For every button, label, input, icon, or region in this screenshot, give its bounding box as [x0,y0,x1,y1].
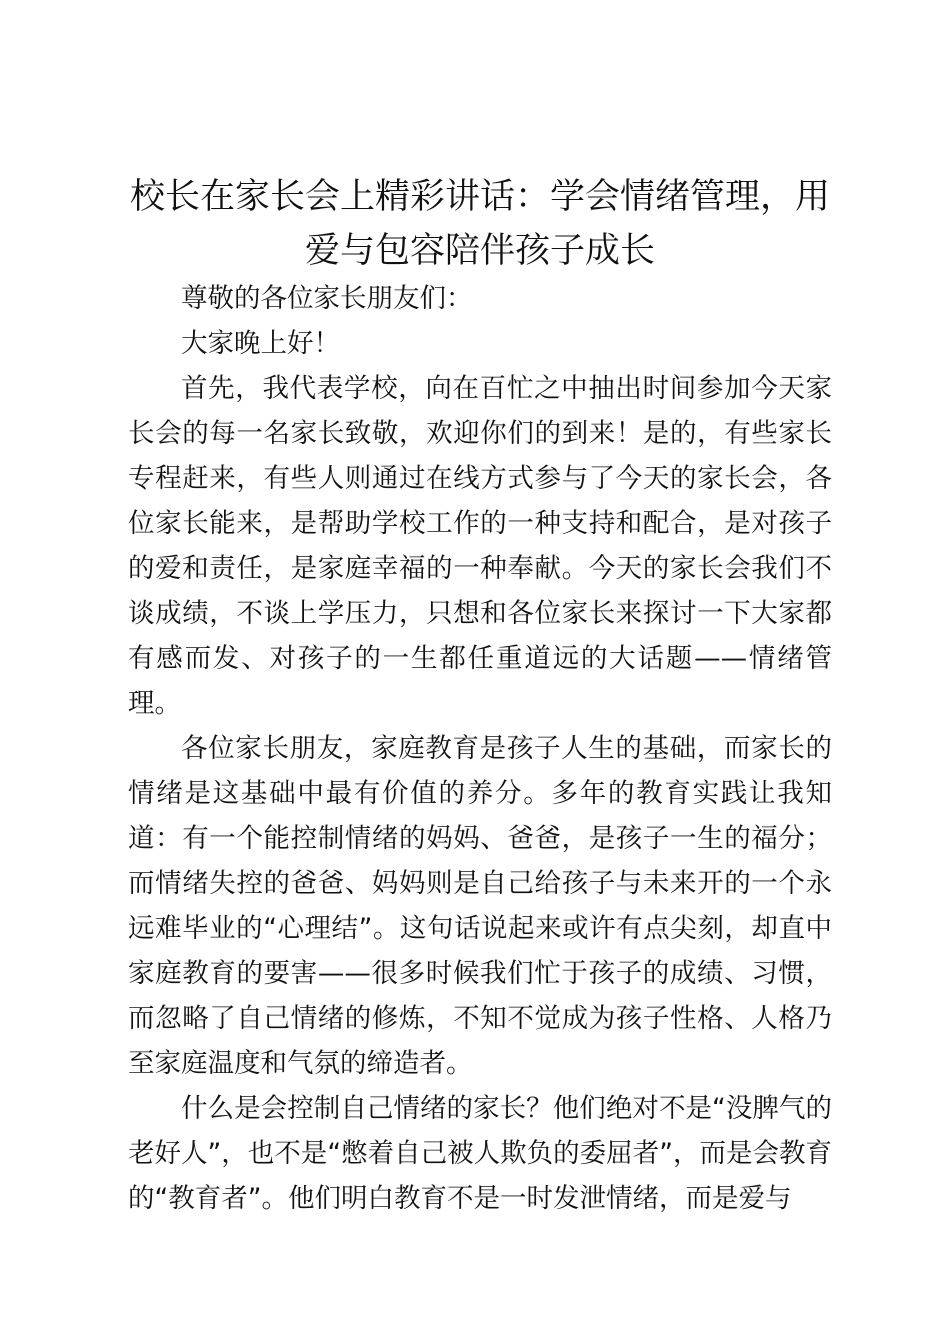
greeting-paragraph: 大家晚上好！ [181,328,340,359]
body-paragraph: 首先，我代表学校，向在百忙之中抽出时间参加今天家长会的每一名家长致敬，欢迎你们的到来！是的，有些家长专程赶来，有些人则通过在线方式参与了今天的家长会，各位家长能来，是帮助学校工作的一种支持和配合，是对孩子的爱和责任，是家庭幸福的一种奉献。今天的家长会我们不谈成绩，不谈上学压力，只想和各位家长来探讨一下大家都有感而发、对孩子的一生都任重道远的大话题——情绪管理。 [128,373,832,719]
document-body [128,276,832,1221]
document-title: 校长在家长会上精彩讲话：学会情绪管理，用爱与包容陪伴孩子成长 [129,177,830,271]
salutation-paragraph: 尊敬的各位家长朋友们： [181,283,473,314]
body-paragraph: 各位家长朋友，家庭教育是孩子人生的基础，而家长的情绪是这基础中最有价值的养分。多年的教育实践让我知道：有一个能控制情绪的妈妈、爸爸，是孩子一生的福分；而情绪失控的爸爸、妈妈则是自己给孩子与未来开的一个永远难毕业的“心理结”。这句话说起来或许有点尖刻，却直中家庭教育的要害——很多时候我们忙于孩子的成绩、习惯，而忽略了自己情绪的修炼，不知不觉成为孩子性格、人格乃至家庭温度和气氛的缔造者。 [128,733,832,1079]
body-paragraph: 什么是会控制自己情绪的家长？他们绝对不是“没脾气的老好人”，也不是“憋着自己被人欺负的委屈者”，而是会教育的“教育者”。他们明白教育不是一时发泄情绪，而是爱与 [128,1093,832,1214]
